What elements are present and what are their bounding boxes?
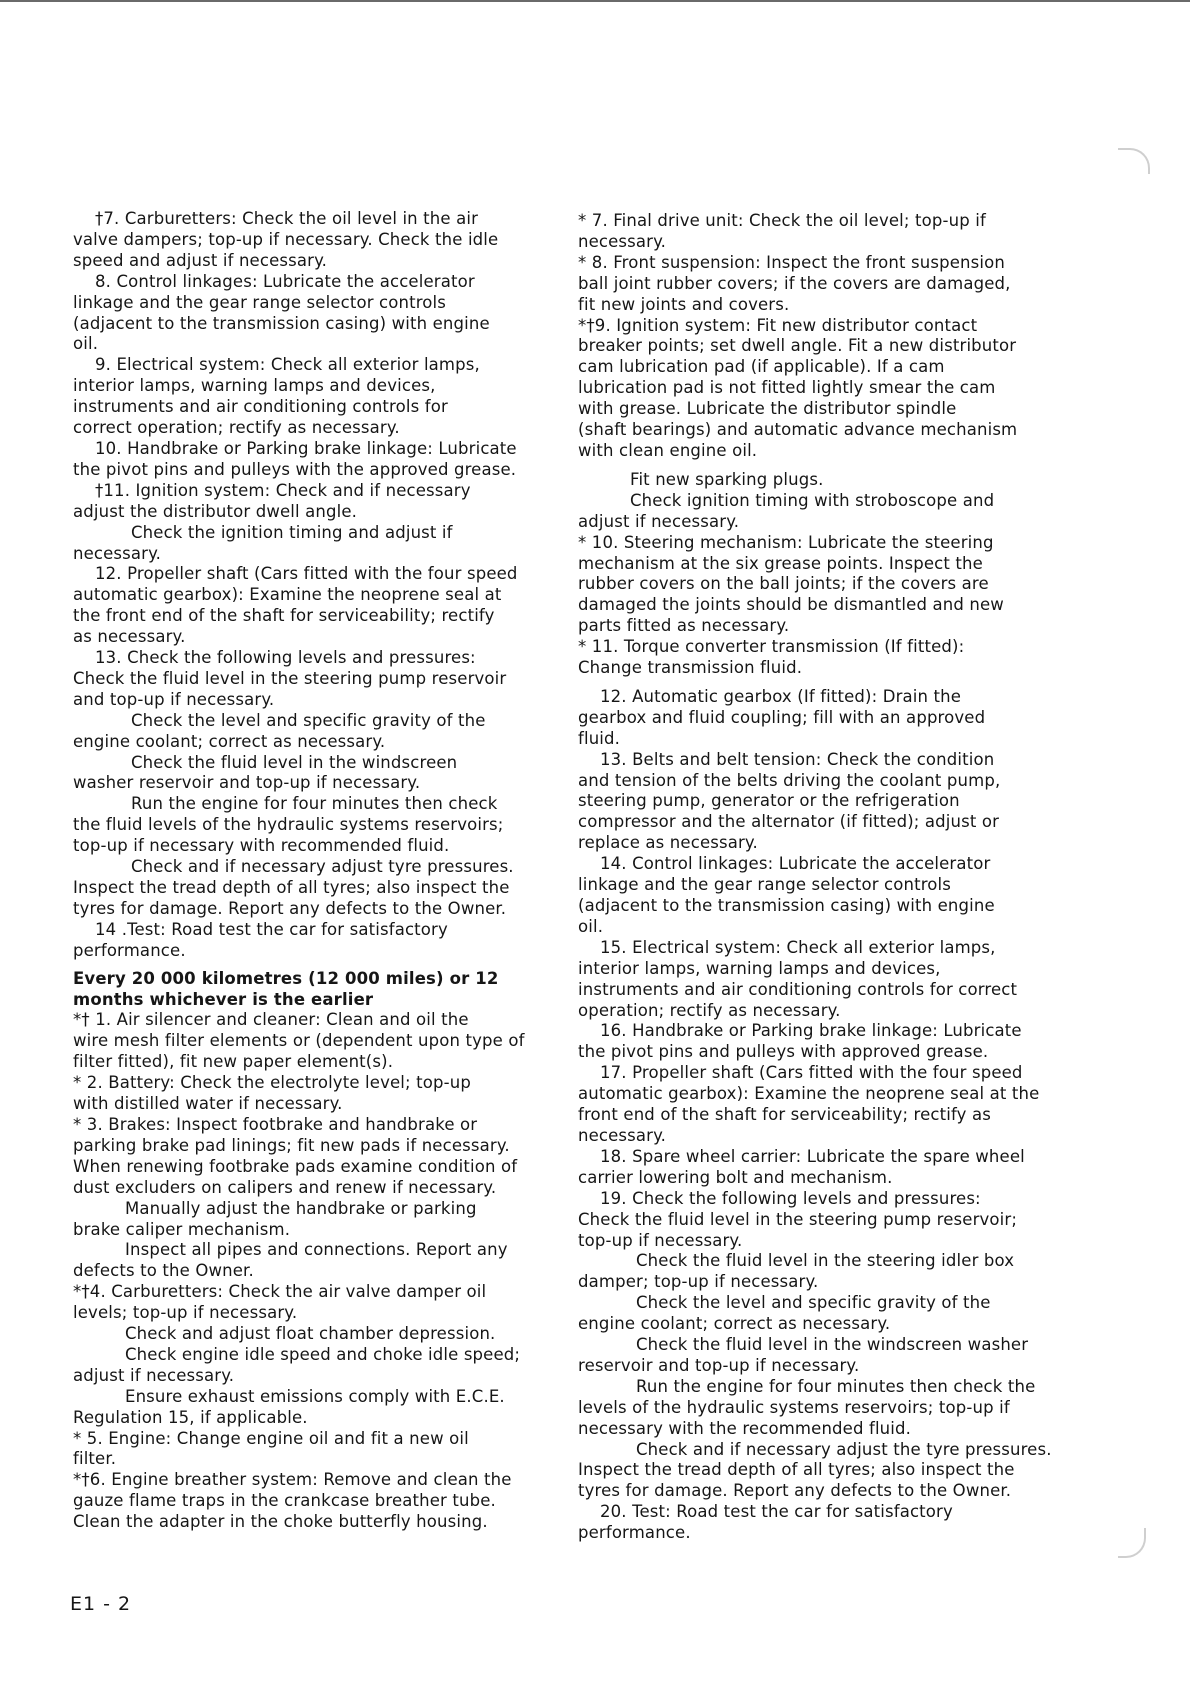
text-line: carrier lowering bolt and mechanism. — [578, 1167, 893, 1187]
text-line: rubber covers on the ball joints; if the covers are — [578, 574, 989, 594]
text-line: speed and adjust if necessary. — [73, 250, 328, 270]
text-line: interior lamps, warning lamps and devices, — [73, 376, 436, 396]
text-line: oil. — [73, 334, 99, 354]
text-line: Check the fluid level in the steering pump reservoir; — [578, 1209, 1018, 1229]
text-line: oil. — [578, 916, 604, 936]
text-line: Check and adjust float chamber depression. — [125, 1324, 496, 1344]
text-line: cam lubrication pad (if applicable). If a cam — [578, 357, 945, 377]
text-line: replace as necessary. — [578, 833, 758, 853]
text-line: 17. Propeller shaft (Cars fitted with the four speed — [600, 1063, 1023, 1083]
text-line: lubrication pad is not fitted lightly smear the cam — [578, 378, 996, 398]
text-line: * 10. Steering mechanism: Lubricate the steering — [578, 532, 994, 552]
text-line: levels; top-up if necessary. — [73, 1303, 298, 1323]
scan-mark — [1118, 1528, 1146, 1558]
text-line: the pivot pins and pulleys with the approved grease. — [73, 459, 517, 479]
text-line: 19. Check the following levels and pressures: — [600, 1188, 981, 1208]
text-line: †11. Ignition system: Check and if necessary — [95, 480, 471, 500]
text-line: 14 .Test: Road test the car for satisfactory — [95, 919, 448, 939]
text-line: (adjacent to the transmission casing) with engine — [73, 313, 490, 333]
text-line: reservoir and top-up if necessary. — [578, 1355, 860, 1375]
text-line: 13. Check the following levels and pressures: — [95, 648, 476, 668]
text-line: top-up if necessary. — [578, 1230, 743, 1250]
text-line: Inspect all pipes and connections. Report any — [125, 1240, 508, 1260]
text-line: with grease. Lubricate the distributor spindle — [578, 399, 957, 419]
text-line: gearbox and fluid coupling; fill with an approved — [578, 707, 986, 727]
text-line: parts fitted as necessary. — [578, 616, 790, 636]
text-line: the fluid levels of the hydraulic systems reservoirs; — [73, 815, 504, 835]
text-line: Check the level and specific gravity of the — [131, 710, 486, 730]
section-heading: Every 20 000 kilometres (12 000 miles) or 12 — [73, 968, 499, 988]
text-line: dust excluders on calipers and renew if necessary. — [73, 1177, 497, 1197]
text-line: Check ignition timing with stroboscope and — [630, 490, 995, 510]
text-line: Check the level and specific gravity of the — [636, 1293, 991, 1313]
text-line: 18. Spare wheel carrier: Lubricate the spare wheel — [600, 1146, 1025, 1166]
text-line: linkage and the gear range selector controls — [73, 292, 447, 312]
text-line: * 5. Engine: Change engine oil and fit a new oil — [73, 1428, 469, 1448]
text-line: top-up if necessary with recommended fluid. — [73, 836, 450, 856]
text-line: (adjacent to the transmission casing) with engine — [578, 896, 995, 915]
text-line: parking brake pad linings; fit new pads if necessary. — [73, 1135, 510, 1155]
text-line: fluid. — [578, 728, 621, 748]
text-line: fit new joints and covers. — [578, 294, 790, 314]
text-line: and tension of the belts driving the coolant pump, — [578, 770, 1001, 790]
text-line: When renewing footbrake pads examine condition of — [73, 1156, 518, 1176]
text-line: adjust if necessary. — [73, 1365, 235, 1385]
text-line: steering pump, generator or the refrigeration — [578, 791, 960, 811]
text-line: 16. Handbrake or Parking brake linkage: Lubricate — [600, 1021, 1022, 1041]
text-line: 12. Automatic gearbox (If fitted): Drain the — [600, 686, 962, 706]
left-column — [73, 209, 551, 1533]
text-line: Ensure exhaust emissions comply with E.C.E. — [125, 1386, 505, 1406]
text-line: (shaft bearings) and automatic advance mechanism — [578, 420, 1018, 440]
text-line: * 7. Final drive unit: Check the oil level; top-up if — [578, 211, 986, 230]
text-line: * 8. Front suspension: Inspect the front suspension — [578, 252, 1005, 272]
text-line: Regulation 15, if applicable. — [73, 1407, 308, 1427]
text-line: Clean the adapter in the choke butterfly housing. — [73, 1512, 488, 1532]
text-line: as necessary. — [73, 627, 186, 647]
text-line: * 11. Torque converter transmission (If fitted): — [578, 637, 965, 657]
text-line: Manually adjust the handbrake or parking — [125, 1198, 477, 1218]
text-line: brake caliper mechanism. — [73, 1219, 291, 1239]
text-line: mechanism at the six grease points. Inspect the — [578, 553, 983, 573]
text-line: Check engine idle speed and choke idle speed; — [125, 1344, 521, 1364]
text-line: ball joint rubber covers; if the covers are damaged, — [578, 273, 1011, 293]
text-line: necessary. — [578, 1125, 667, 1145]
text-line: Check and if necessary adjust the tyre pressures. — [636, 1439, 1052, 1459]
text-line: wire mesh filter elements or (dependent upon type of — [73, 1031, 525, 1051]
text-line: Inspect the tread depth of all tyres; also inspect the — [73, 878, 510, 897]
text-line: Inspect the tread depth of all tyres; also inspect the — [578, 1460, 1015, 1480]
text-line: valve dampers; top-up if necessary. Check the idle — [73, 229, 499, 249]
text-line: necessary with the recommended fluid. — [578, 1418, 912, 1438]
top-border — [0, 0, 1190, 2]
text-line: defects to the Owner. — [73, 1261, 254, 1281]
text-line: performance. — [578, 1523, 691, 1543]
text-line: front end of the shaft for serviceability; rectify as — [578, 1105, 991, 1125]
text-line: * 3. Brakes: Inspect footbrake and handbrake or — [73, 1114, 478, 1134]
text-line: 9. Electrical system: Check all exterior lamps, — [95, 355, 480, 375]
text-line: necessary. — [73, 543, 162, 563]
text-line: tyres for damage. Report any defects to the Owner. — [578, 1481, 1012, 1501]
text-line: Check the fluid level in the steering pump reservoir — [73, 668, 507, 688]
text-line: with distilled water if necessary. — [73, 1094, 343, 1114]
text-line: interior lamps, warning lamps and devices, — [578, 958, 941, 978]
scan-mark — [1118, 148, 1150, 174]
text-line: 8. Control linkages: Lubricate the accelerator — [95, 271, 475, 291]
section-heading: months whichever is the earlier — [73, 989, 374, 1009]
text-line: Run the engine for four minutes then check — [131, 794, 498, 814]
text-line: compressor and the alternator (if fitted); adjust or — [578, 812, 1000, 832]
text-line: 10. Handbrake or Parking brake linkage: Lubricate — [95, 438, 517, 458]
text-line: Check the fluid level in the windscreen — [131, 752, 458, 772]
text-line: Check the fluid level in the windscreen washer — [636, 1335, 1029, 1355]
text-line: *†6. Engine breather system: Remove and clean the — [73, 1470, 512, 1490]
text-line: Fit new sparking plugs. — [630, 469, 824, 489]
text-line: washer reservoir and top-up if necessary. — [73, 773, 421, 793]
text-line: adjust the distributor dwell angle. — [73, 501, 358, 521]
text-line: *†4. Carburetters: Check the air valve damper oil — [73, 1282, 487, 1302]
text-line: levels of the hydraulic systems reservoirs; top-up if — [578, 1397, 1010, 1417]
text-line: engine coolant; correct as necessary. — [578, 1314, 891, 1334]
right-column — [578, 211, 1068, 1544]
text-line: the front end of the shaft for serviceability; rectify — [73, 606, 495, 626]
text-line: adjust if necessary. — [578, 511, 740, 531]
text-line: Check the ignition timing and adjust if — [131, 522, 453, 542]
text-line: 12. Propeller shaft (Cars fitted with the four speed — [95, 564, 518, 584]
text-line: operation; rectify as necessary. — [578, 1000, 841, 1020]
text-line: the pivot pins and pulleys with approved grease. — [578, 1042, 989, 1062]
text-line: correct operation; rectify as necessary. — [73, 418, 400, 438]
text-line: necessary. — [578, 231, 667, 251]
text-line: filter. — [73, 1449, 117, 1469]
text-line: *†9. Ignition system: Fit new distributor contact — [578, 315, 978, 335]
text-line: automatic gearbox): Examine the neoprene seal at the — [578, 1084, 1040, 1104]
text-line: damaged the joints should be dismantled and new — [578, 595, 1004, 615]
text-line: Change transmission fluid. — [578, 658, 803, 678]
text-line: Check the fluid level in the steering idler box — [636, 1251, 1015, 1271]
text-line: tyres for damage. Report any defects to the Owner. — [73, 898, 507, 918]
text-line: 14. Control linkages: Lubricate the accelerator — [600, 854, 991, 874]
text-line: 15. Electrical system: Check all exterior lamps, — [600, 937, 996, 957]
text-line: gauze flame traps in the crankcase breather tube. — [73, 1491, 496, 1511]
text-line: Check and if necessary adjust tyre pressures. — [131, 857, 514, 877]
text-line: performance. — [73, 940, 186, 960]
text-line: instruments and air conditioning controls for correct — [578, 979, 1018, 999]
page-number: E1 - 2 — [70, 1593, 132, 1615]
text-line: 13. Belts and belt tension: Check the condition — [600, 749, 995, 769]
text-line: automatic gearbox): Examine the neoprene seal at — [73, 585, 502, 605]
text-line: Run the engine for four minutes then check the — [636, 1376, 1036, 1396]
text-line: and top-up if necessary. — [73, 689, 275, 709]
text-line: *† 1. Air silencer and cleaner: Clean and oil the — [73, 1010, 469, 1030]
text-line: * 2. Battery: Check the electrolyte level; top-up — [73, 1073, 471, 1093]
text-line: linkage and the gear range selector controls — [578, 875, 952, 895]
text-line: engine coolant; correct as necessary. — [73, 731, 386, 751]
text-line: with clean engine oil. — [578, 440, 758, 460]
text-line: 20. Test: Road test the car for satisfactory — [600, 1502, 953, 1522]
text-line: breaker points; set dwell angle. Fit a new distributor — [578, 336, 1017, 356]
text-line: instruments and air conditioning controls for — [73, 397, 448, 417]
text-line: damper; top-up if necessary. — [578, 1272, 819, 1292]
text-line: †7. Carburetters: Check the oil level in the air — [95, 209, 479, 228]
text-line: filter fitted), fit new paper element(s). — [73, 1052, 394, 1072]
